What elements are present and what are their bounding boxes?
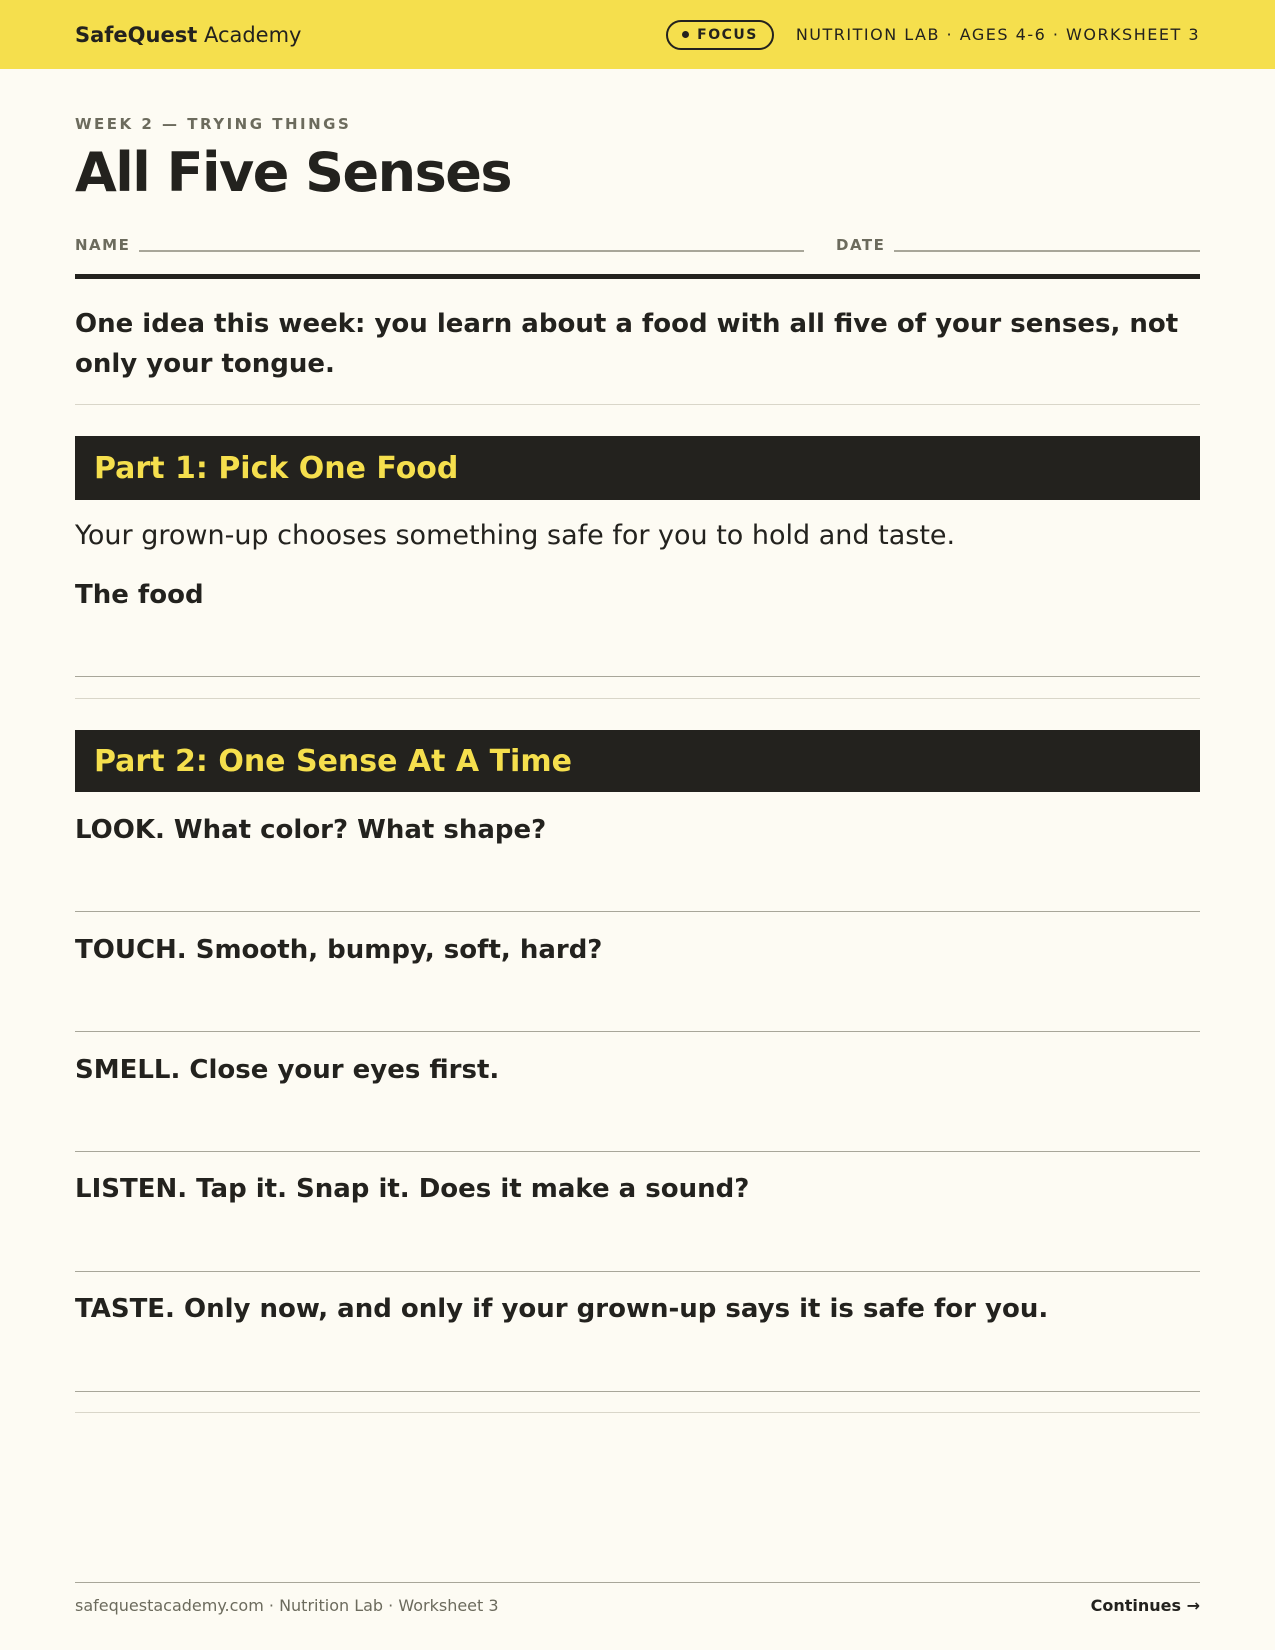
look-answer-line[interactable]	[75, 911, 1200, 912]
smell-prompt: SMELL. Close your eyes first.	[75, 1055, 500, 1085]
name-label: NAME	[75, 236, 131, 254]
part1-heading: Part 1: Pick One Food	[75, 436, 1200, 500]
food-answer-line[interactable]	[75, 676, 1200, 677]
brand-name-rest: Academy	[197, 22, 302, 47]
name-date-row	[75, 236, 1200, 256]
intro-divider	[75, 404, 1200, 405]
continues-link[interactable]: Continues →	[1090, 1596, 1200, 1615]
date-label: DATE	[836, 236, 886, 254]
dot-icon	[682, 31, 689, 38]
name-field[interactable]	[139, 250, 804, 252]
part1-instruction: Your grown-up chooses something safe for you to hold and taste.	[75, 520, 956, 551]
part2-heading: Part 2: One Sense At A Time	[75, 730, 1200, 792]
food-field-label: The food	[75, 580, 204, 610]
header-divider	[75, 274, 1200, 279]
taste-answer-line[interactable]	[75, 1391, 1200, 1392]
brand-name-bold: SafeQuest	[75, 22, 198, 47]
top-banner	[0, 0, 1275, 69]
brand-logo	[75, 23, 302, 47]
footer-source: safequestacademy.com · Nutrition Lab · Worksheet 3	[75, 1596, 499, 1615]
worksheet-meta: NUTRITION LAB · AGES 4-6 · WORKSHEET 3	[795, 25, 1200, 44]
focus-badge-label: FOCUS	[697, 26, 758, 43]
part2-divider	[75, 1412, 1200, 1413]
touch-answer-line[interactable]	[75, 1031, 1200, 1032]
listen-answer-line[interactable]	[75, 1271, 1200, 1272]
page-title: All Five Senses	[75, 141, 511, 204]
look-prompt: LOOK. What color? What shape?	[75, 815, 547, 845]
smell-answer-line[interactable]	[75, 1151, 1200, 1152]
part1-divider	[75, 698, 1200, 699]
touch-prompt: TOUCH. Smooth, bumpy, soft, hard?	[75, 935, 603, 965]
focus-badge	[666, 20, 774, 50]
week-eyebrow: WEEK 2 — TRYING THINGS	[75, 115, 352, 133]
listen-prompt: LISTEN. Tap it. Snap it. Does it make a sound?	[75, 1174, 750, 1204]
date-field[interactable]	[894, 250, 1200, 252]
big-idea-statement: One idea this week: you learn about a food with all five of your senses, not only your tongue.	[75, 309, 1179, 379]
banner-meta-group	[666, 20, 1200, 50]
taste-prompt: TASTE. Only now, and only if your grown-up says it is safe for you.	[75, 1294, 1049, 1324]
footer-divider	[75, 1582, 1200, 1583]
